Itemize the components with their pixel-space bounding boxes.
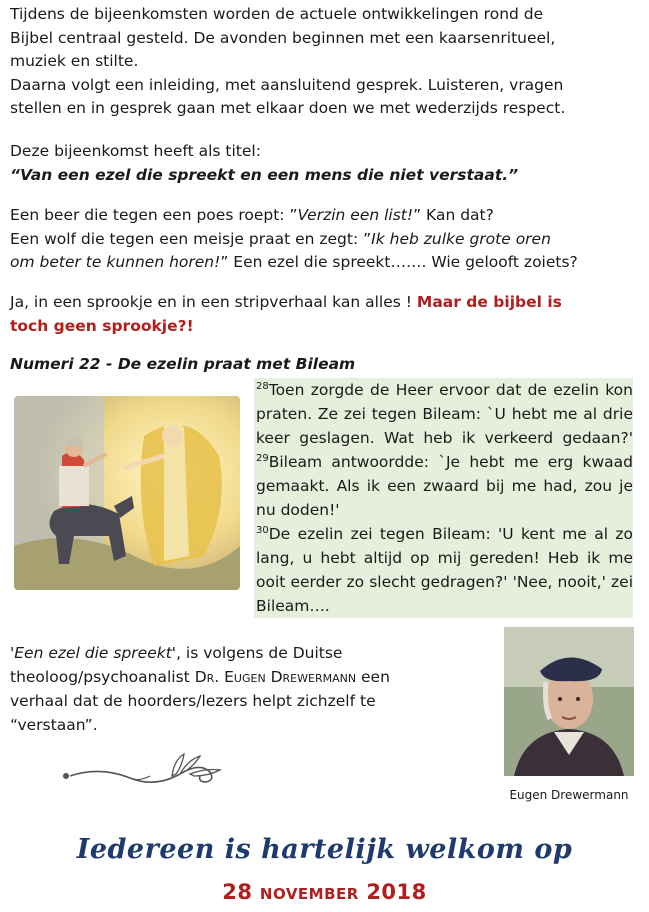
fairy-paragraph (10, 291, 640, 338)
question-line (10, 251, 640, 275)
text: ” Kan dat? (413, 206, 494, 224)
quote-text: 'Een ezel die spreekt' (10, 644, 177, 662)
intro-line: Tijdens de bijeenkomsten worden de actuele ontwikkelingen rond de (10, 5, 544, 23)
text: verhaal dat de hoorders/lezers helpt zichzelf te (10, 692, 376, 710)
text: ” Een ezel die spreekt……. Wie gelooft zoiets? (220, 253, 578, 271)
highlight-text: Maar de bijbel is (416, 293, 562, 311)
date-day: 28 (222, 880, 253, 904)
drewermann-portrait (504, 627, 634, 776)
verse-number: 28 (256, 380, 269, 392)
verse-number: 30 (256, 524, 269, 536)
verse-text: De ezelin zei tegen Bileam: 'U kent me al zo lang, u hebt altijd op mij gereden! Heb ik me ooit eerder zo slecht gedragen?' 'Nee, nooit,' zei Bileam…. (256, 525, 633, 615)
event-date (0, 880, 649, 904)
intro-line: Daarna volgt een inleiding, met aansluitend gesprek. Luisteren, vragen (10, 75, 564, 94)
balaam-donkey-painting (14, 396, 240, 590)
flourish-ornament (60, 752, 230, 794)
intro-line: Bijbel centraal gesteld. De avonden beginnen met een kaarsenritueel, (10, 28, 556, 47)
title-lead: Deze bijeenkomst heeft als titel: (10, 142, 261, 160)
intro-paragraph (10, 3, 640, 121)
scripture-quote (254, 378, 633, 618)
quote-text: om beter te kunnen horen! (10, 253, 221, 271)
intro-line: muziek en stilte. (10, 52, 139, 70)
welcome-line: Iedereen is hartelijk welkom op (76, 834, 573, 865)
date-year: 2018 (366, 880, 427, 904)
verse-text: Toen zorgde de Heer ervoor dat de ezelin kon praten. Ze zei tegen Bileam: `U hebt me al drie keer geslagen. Wat heb ik verkeerd gedaan?' (256, 381, 633, 447)
text: Een beer die tegen een poes roept: ” (10, 206, 298, 224)
verse-text: Bileam antwoordde: `Je hebt me erg kwaad gemaakt. Als ik een zwaard bij me had, zou je nu doden!' (256, 453, 633, 519)
question-line (10, 204, 640, 228)
text: theoloog/psychoanalist (10, 668, 195, 686)
portrait-caption: Eugen Drewermann (509, 788, 629, 802)
text: “verstaan”. (10, 716, 98, 734)
intro-line: stellen en in gesprek gaan met elkaar doen we met wederzijds respect. (10, 99, 566, 117)
question-line (10, 228, 640, 252)
text: een (356, 668, 390, 686)
date-month: NOVEMBER (259, 885, 359, 903)
text: Een wolf die tegen een meisje praat en zegt: ” (10, 229, 372, 248)
questions-paragraph (10, 204, 640, 275)
verse-number: 29 (256, 452, 269, 464)
drewermann-paragraph (10, 641, 470, 737)
quote-text: Ik heb zulke grote oren (371, 229, 551, 248)
highlight-text: toch geen sprookje?! (10, 316, 194, 335)
meeting-title: “Van een ezel die spreekt en een mens die niet verstaat.” (10, 165, 519, 184)
author-name: Dr. Eugen Drewermann (194, 668, 357, 686)
quote-text: Verzin een list! (297, 206, 414, 224)
text: , is volgens de Duitse (176, 644, 343, 662)
title-paragraph (10, 140, 640, 187)
passage-heading: Numeri 22 - De ezelin praat met Bileam (10, 355, 356, 373)
text: Ja, in een sprookje en in een stripverhaal kan alles ! (10, 293, 417, 311)
